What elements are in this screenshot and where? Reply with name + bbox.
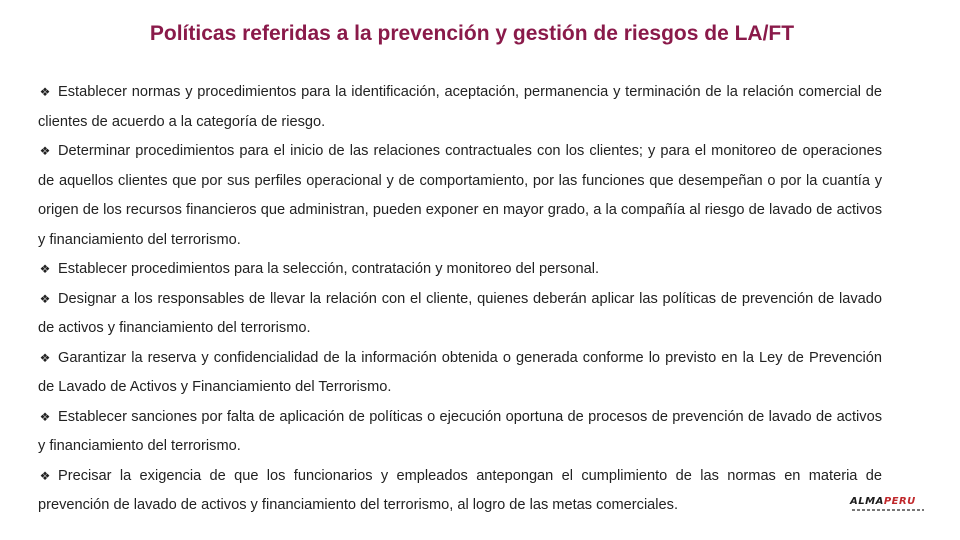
diamond-bullet-icon: ❖ <box>39 262 51 276</box>
logo-underline <box>852 509 924 511</box>
policy-list <box>38 78 882 521</box>
list-item <box>38 403 882 462</box>
list-item-text: Establecer normas y procedimientos para la identificación, aceptación, permanencia y terminación de la relación comercial de clientes de acuerdo a la categoría de riesgo. <box>38 84 882 130</box>
list-item-text: Precisar la exigencia de que los funcionarios y empleados antepongan el cumplimiento de las normas en materia de prevención de lavado de activos y financiamiento del terrorismo, al logro de las metas comerciales. <box>38 467 882 513</box>
logo-part-2: PERU <box>883 496 916 507</box>
diamond-bullet-icon: ❖ <box>39 85 51 99</box>
list-item-text: Determinar procedimientos para el inicio de las relaciones contractuales con los clientes; y para el monitoreo de operaciones de aquellos clientes que por sus perfiles operacional y de comportamiento, por las funciones que desempeñan o por la cuantía y origen de los recursos financieros que administran, pueden exponer en mayor grado, a la compañía al riesgo de lavado de activos y financiamiento del terrorismo. <box>38 143 882 248</box>
diamond-bullet-icon: ❖ <box>39 468 51 483</box>
list-item-text: Establecer sanciones por falta de aplicación de políticas o ejecución oportuna de procesos de prevención de lavado de activos y financiamiento del terrorismo. <box>38 408 882 454</box>
list-item <box>38 344 882 403</box>
list-item <box>38 255 882 285</box>
list-item <box>38 137 882 255</box>
list-item <box>38 462 882 521</box>
diamond-bullet-icon: ❖ <box>39 350 51 365</box>
diamond-bullet-icon: ❖ <box>39 409 51 424</box>
list-item-text: Garantizar la reserva y confidencialidad de la información obtenida o generada conforme lo previsto en la Ley de Prevención de Lavado de Activos y Financiamiento del Terrorismo. <box>38 349 882 395</box>
list-item <box>38 78 882 137</box>
list-item-text: Establecer procedimientos para la selección, contratación y monitoreo del personal. <box>58 261 600 277</box>
logo-wordmark <box>850 496 926 507</box>
diamond-bullet-icon: ❖ <box>39 144 51 158</box>
list-item-text: Designar a los responsables de llevar la relación con el cliente, quienes deberán aplicar las políticas de prevención de lavado de activos y financiamiento del terrorismo. <box>38 290 882 336</box>
logo-part-1: ALMA <box>850 496 884 507</box>
list-item <box>38 285 882 344</box>
company-logo <box>850 490 926 518</box>
slide-title: Políticas referidas a la prevención y gestión de riesgos de LA/FT <box>149 22 795 45</box>
diamond-bullet-icon: ❖ <box>39 291 51 306</box>
